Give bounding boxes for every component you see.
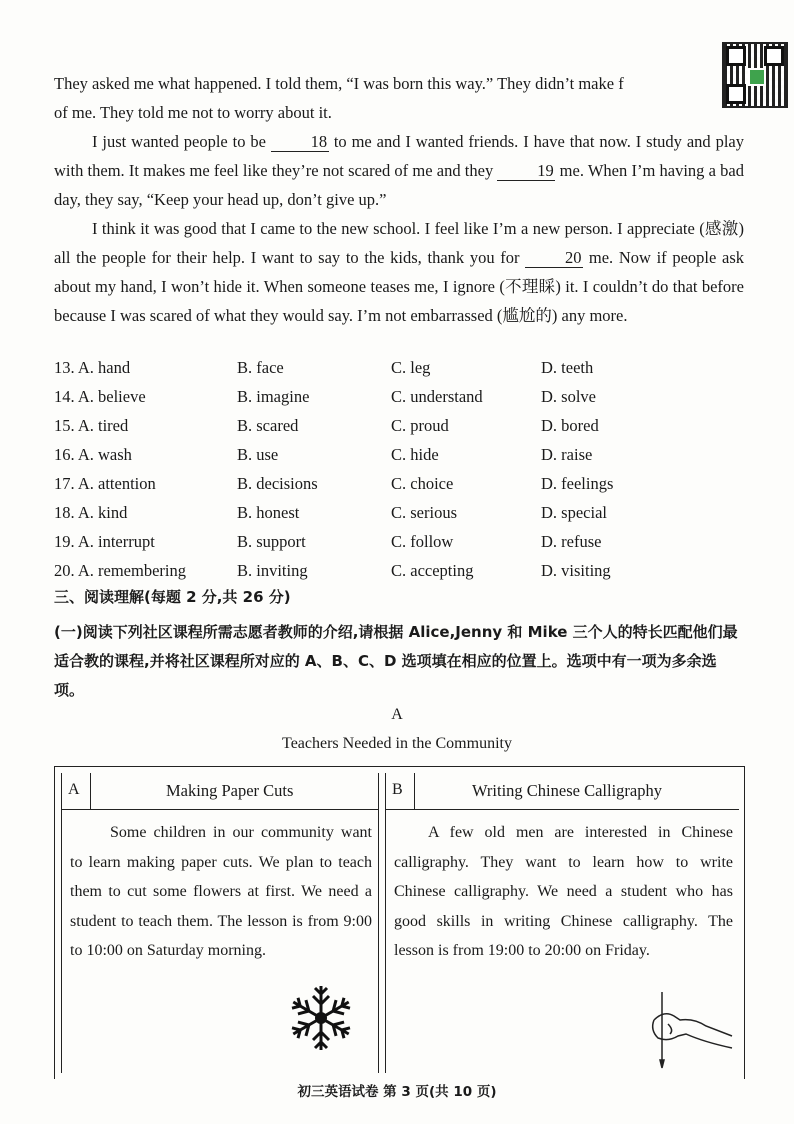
option: 20. A. remembering bbox=[54, 561, 186, 580]
option: B. face bbox=[237, 358, 284, 377]
option: 16. A. wash bbox=[54, 445, 132, 464]
p3-text-a: I think it was good that I came to the new school. I feel like I’m a new person. I appreciate (感激) all the people for their help. I want to say to the kids, thank you for bbox=[54, 219, 744, 267]
option: D. visiting bbox=[541, 561, 611, 580]
option: C. leg bbox=[391, 358, 431, 377]
box-a-letter: A bbox=[68, 781, 80, 798]
option: 15. A. tired bbox=[54, 416, 129, 435]
option-row-19 bbox=[54, 530, 754, 559]
box-a-title: Making Paper Cuts bbox=[166, 781, 294, 800]
option: D. special bbox=[541, 503, 607, 522]
box-b-text: A few old men are interested in Chinese calligraphy. They want to learn how to write Chinese calligraphy. We need a student who has good skills in writing Chinese calligraphy. The lesson is from 19:00 to 20:00 on Friday. bbox=[394, 824, 733, 959]
paragraph-3 bbox=[54, 214, 744, 330]
p1-line2: of me. They told me not to worry about it. bbox=[54, 103, 332, 122]
option: B. imagine bbox=[237, 387, 310, 406]
option: C. understand bbox=[391, 387, 483, 406]
option: 18. A. kind bbox=[54, 503, 128, 522]
option: B. use bbox=[237, 445, 279, 464]
passage-title: Teachers Needed in the Community bbox=[282, 735, 512, 752]
p2-text-a: I just wanted people to be bbox=[92, 132, 266, 151]
passage-letter: A bbox=[391, 706, 403, 723]
box-b-header bbox=[386, 773, 739, 810]
option: 19. A. interrupt bbox=[54, 532, 155, 551]
instruction-text: (一)阅读下列社区课程所需志愿者教师的介绍,请根据 Alice,Jenny 和 Mike 三个人的特长匹配他们最适合教的课程,并将社区课程所对应的 A、B、C、D 选项填在相应的位置上。选项中有一项为多余选项。 bbox=[54, 623, 738, 699]
option: D. bored bbox=[541, 416, 599, 435]
option: D. teeth bbox=[541, 358, 594, 377]
option: C. choice bbox=[391, 474, 454, 493]
blank-20: 20 bbox=[525, 249, 583, 268]
option: B. decisions bbox=[237, 474, 318, 493]
wechat-logo-icon bbox=[748, 68, 766, 86]
option-row-14 bbox=[54, 385, 754, 414]
page-footer: 初三英语试卷 第 3 页(共 10 页) bbox=[297, 1084, 497, 1100]
blank-18: 18 bbox=[271, 133, 329, 152]
paragraph-2 bbox=[54, 127, 744, 214]
box-b-letter: B bbox=[392, 781, 403, 798]
box-a-header bbox=[62, 773, 378, 810]
p2-text-b: to me and I wanted friends. I have that now. I study and play with them. It makes me feel like they’re not scared of me and they bbox=[54, 132, 745, 180]
option: C. serious bbox=[391, 503, 457, 522]
p3-text-b: me. Now if people ask about my hand, I won’t hide it. When someone teases me, I ignore (不理睬) it. I couldn’t do that before because I was scared of what they would say. I’m not embarrassed (尴尬的) any more. bbox=[54, 248, 745, 325]
box-b-title: Writing Chinese Calligraphy bbox=[472, 781, 662, 800]
option-row-16 bbox=[54, 443, 754, 472]
option: C. accepting bbox=[391, 561, 474, 580]
option: B. scared bbox=[237, 416, 299, 435]
option: 14. A. believe bbox=[54, 387, 146, 406]
p2-text-c: me. When I’m having a bad day, they say, “Keep your head up, don’t give up.” bbox=[54, 161, 745, 209]
option-row-20 bbox=[54, 559, 754, 588]
blank-19: 19 bbox=[497, 162, 555, 181]
option: C. proud bbox=[391, 416, 449, 435]
option: B. inviting bbox=[237, 561, 308, 580]
options-list bbox=[54, 356, 754, 588]
option: D. solve bbox=[541, 387, 596, 406]
p1-line1: They asked me what happened. I told them, “I was born this way.” They didn’t make f bbox=[54, 74, 624, 93]
option: 17. A. attention bbox=[54, 474, 156, 493]
option-row-15 bbox=[54, 414, 754, 443]
option: 13. A. hand bbox=[54, 358, 131, 377]
option: D. raise bbox=[541, 445, 593, 464]
calligraphy-brush-hand-icon bbox=[634, 990, 734, 1070]
option-row-13 bbox=[54, 356, 754, 385]
option-row-18 bbox=[54, 501, 754, 530]
option: B. honest bbox=[237, 503, 300, 522]
option: D. feelings bbox=[541, 474, 614, 493]
snowflake-papercut-icon bbox=[285, 982, 357, 1054]
option: D. refuse bbox=[541, 532, 602, 551]
option: B. support bbox=[237, 532, 306, 551]
option: C. hide bbox=[391, 445, 439, 464]
paragraph-1 bbox=[54, 69, 744, 127]
option-row-17 bbox=[54, 472, 754, 501]
box-a-text: Some children in our community want to learn making paper cuts. We plan to teach them to cut some flowers at first. We need a student to teach them. The lesson is from 9:00 to 10:00 on Saturday morning. bbox=[70, 824, 372, 959]
option: C. follow bbox=[391, 532, 454, 551]
section-heading: 三、阅读理解(每题 2 分,共 26 分) bbox=[54, 588, 291, 606]
